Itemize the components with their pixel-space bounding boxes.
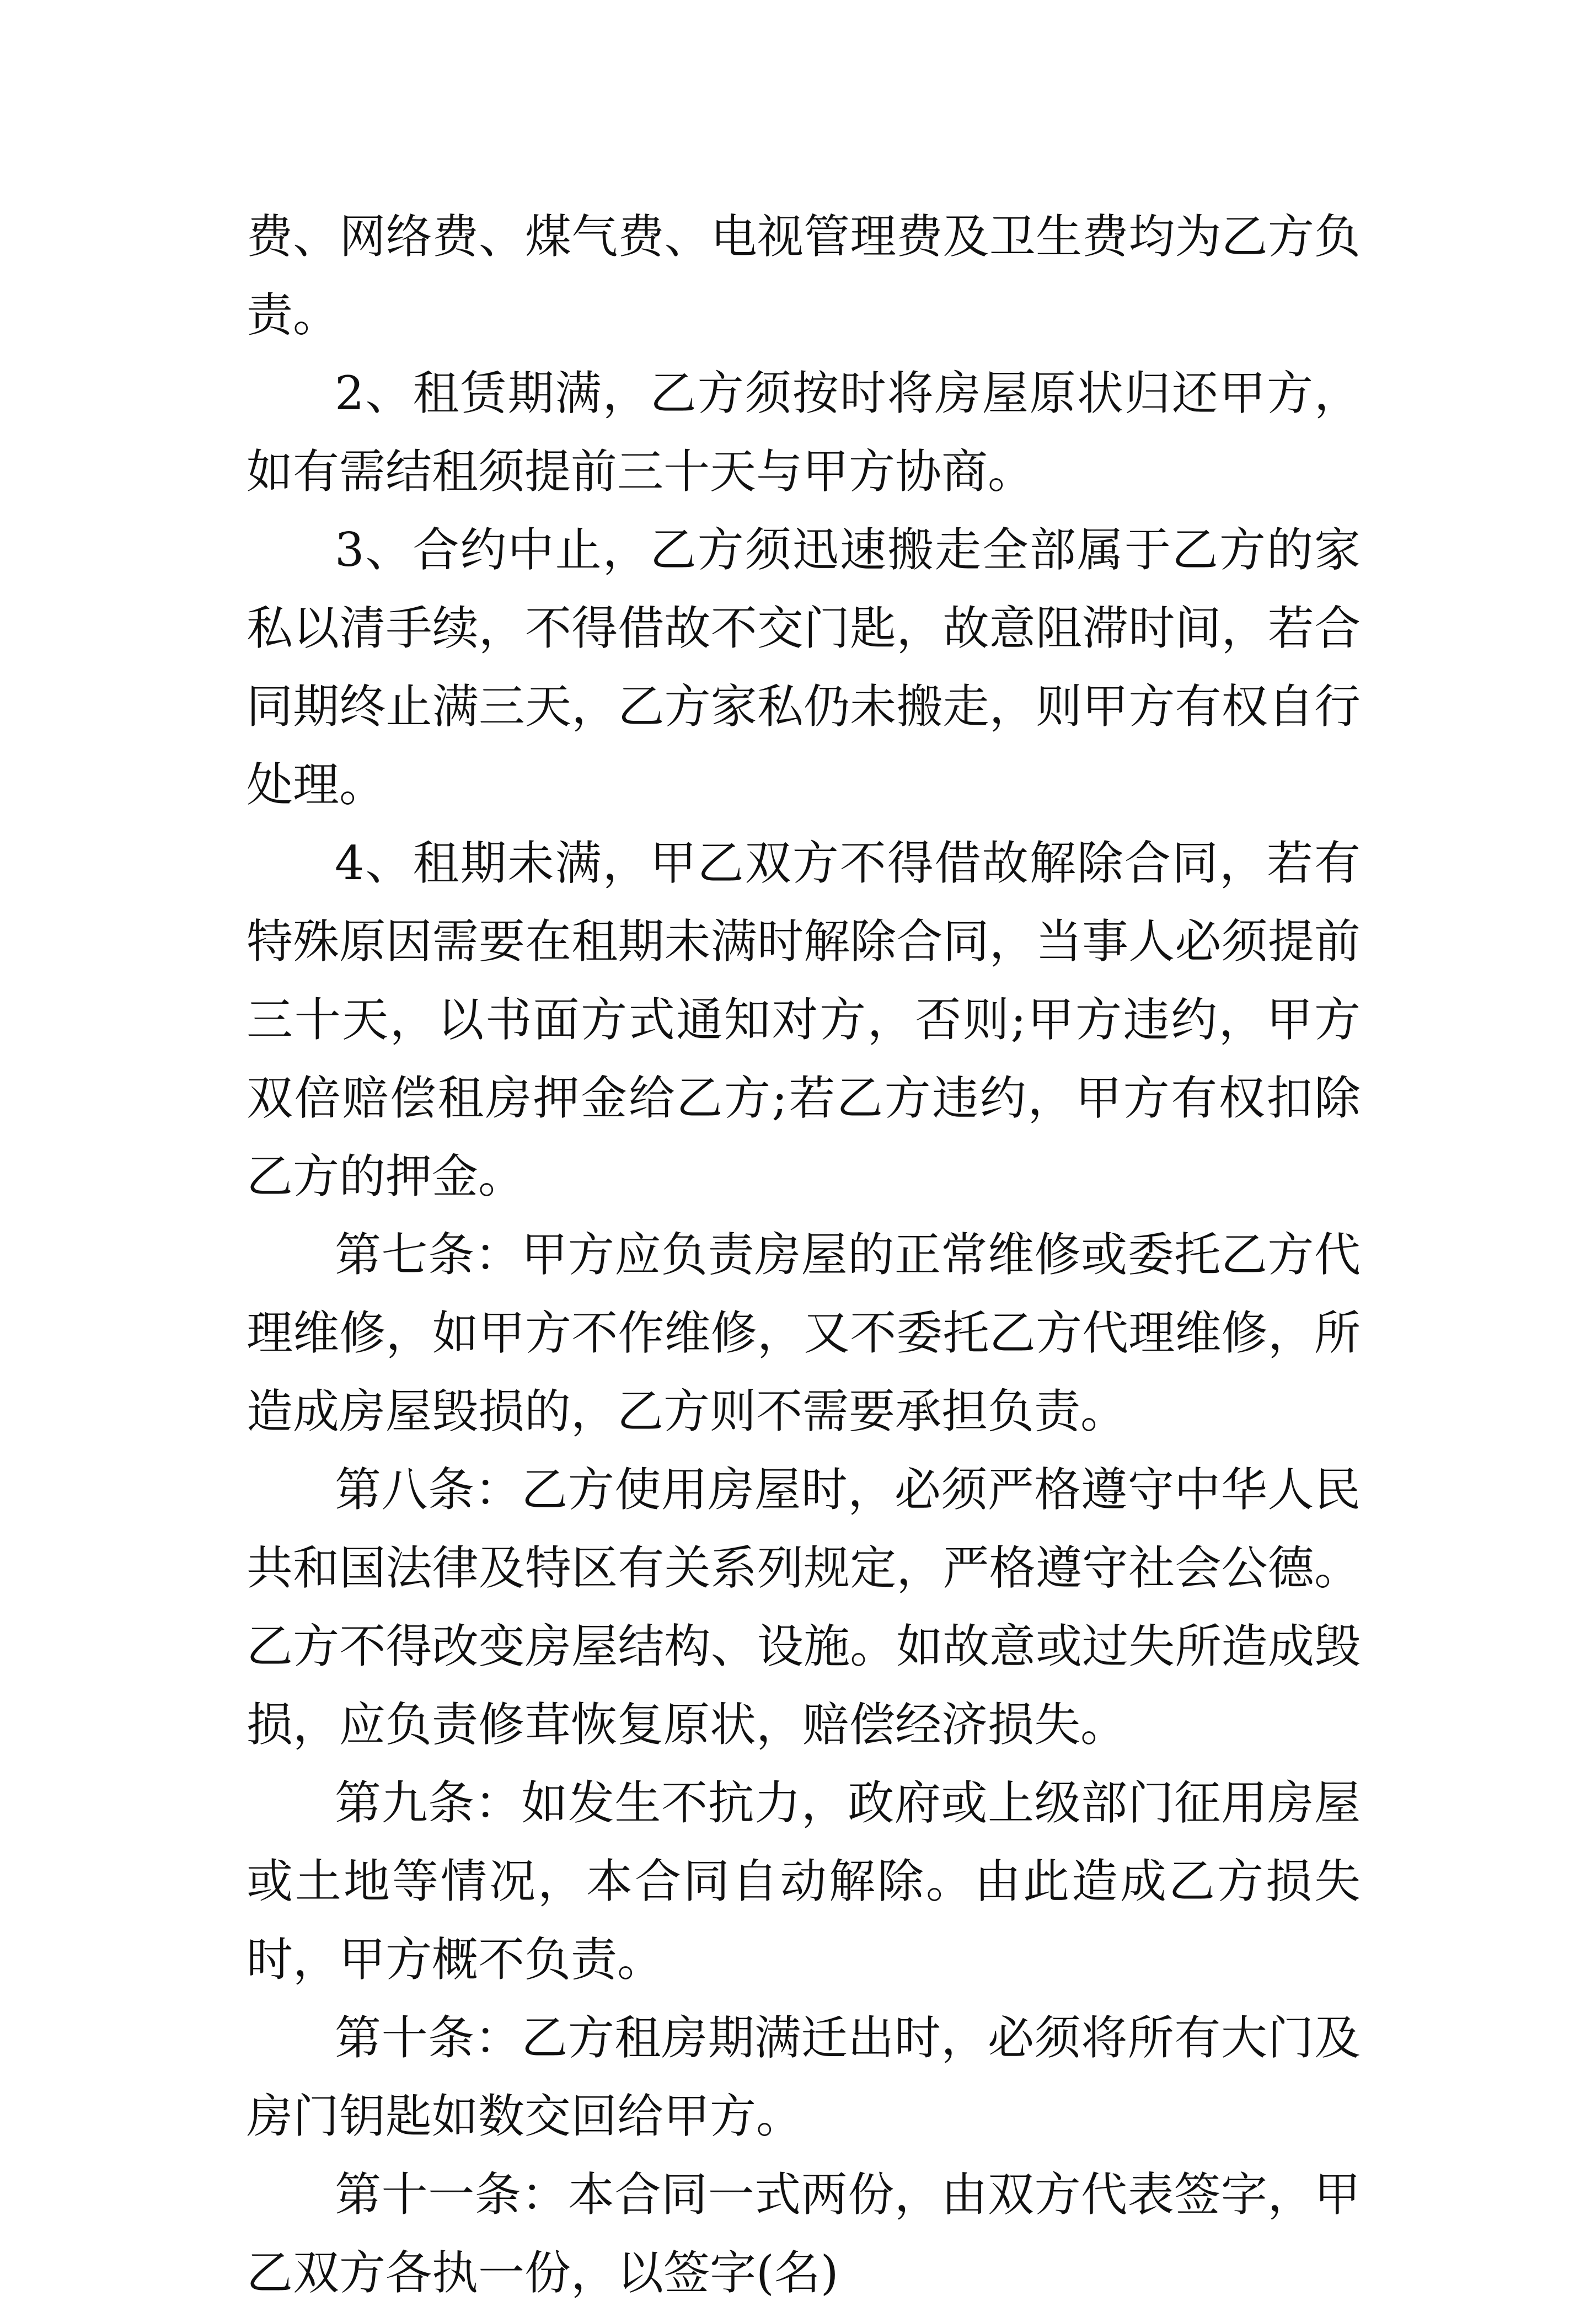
paragraph-article-7: 第七条：甲方应负责房屋的正常维修或委托乙方代理维修，如甲方不作维修，又不委托乙方代理维修，所造成房屋毁损的，乙方则不需要承担负责。 bbox=[247, 1228, 1361, 1438]
paragraph-clause-2: 2、租赁期满，乙方须按时将房屋原状归还甲方，如有需结租须提前三十天与甲方协商。 bbox=[247, 366, 1361, 499]
document-body bbox=[247, 197, 1361, 2312]
paragraph-clause-4: 4、租期未满，甲乙双方不得借故解除合同，若有特殊原因需要在租期未满时解除合同，当事人必须提前三十天，以书面方式通知对方，否则;甲方违约，甲方双倍赔偿租房押金给乙方;若乙方违约，甲方有权扣除乙方的押金。 bbox=[247, 836, 1361, 1203]
paragraph-article-8: 第八条：乙方使用房屋时，必须严格遵守中华人民共和国法律及特区有关系列规定，严格遵守社会公德。乙方不得改变房屋结构、设施。如故意或过失所造成毁损，应负责修茸恢复原状，赔偿经济损失。 bbox=[247, 1463, 1361, 1752]
paragraph-article-9: 第九条：如发生不抗力，政府或上级部门征用房屋或土地等情况，本合同自动解除。由此造成乙方损失时，甲方概不负责。 bbox=[247, 1776, 1361, 1987]
paragraph-article-11: 第十一条：本合同一式两份，由双方代表签字，甲乙双方各执一份，以签字(名) bbox=[247, 2168, 1361, 2300]
paragraph-utilities: 费、网络费、煤气费、电视管理费及卫生费均为乙方负责。 bbox=[247, 210, 1361, 342]
paragraph-clause-3: 3、合约中止，乙方须迅速搬走全部属于乙方的家私以清手续，不得借故不交门匙，故意阻滞时间，若合同期终止满三天，乙方家私仍未搬走，则甲方有权自行处理。 bbox=[247, 523, 1361, 812]
paragraph-article-10: 第十条：乙方租房期满迁出时，必须将所有大门及房门钥匙如数交回给甲方。 bbox=[247, 2011, 1361, 2143]
